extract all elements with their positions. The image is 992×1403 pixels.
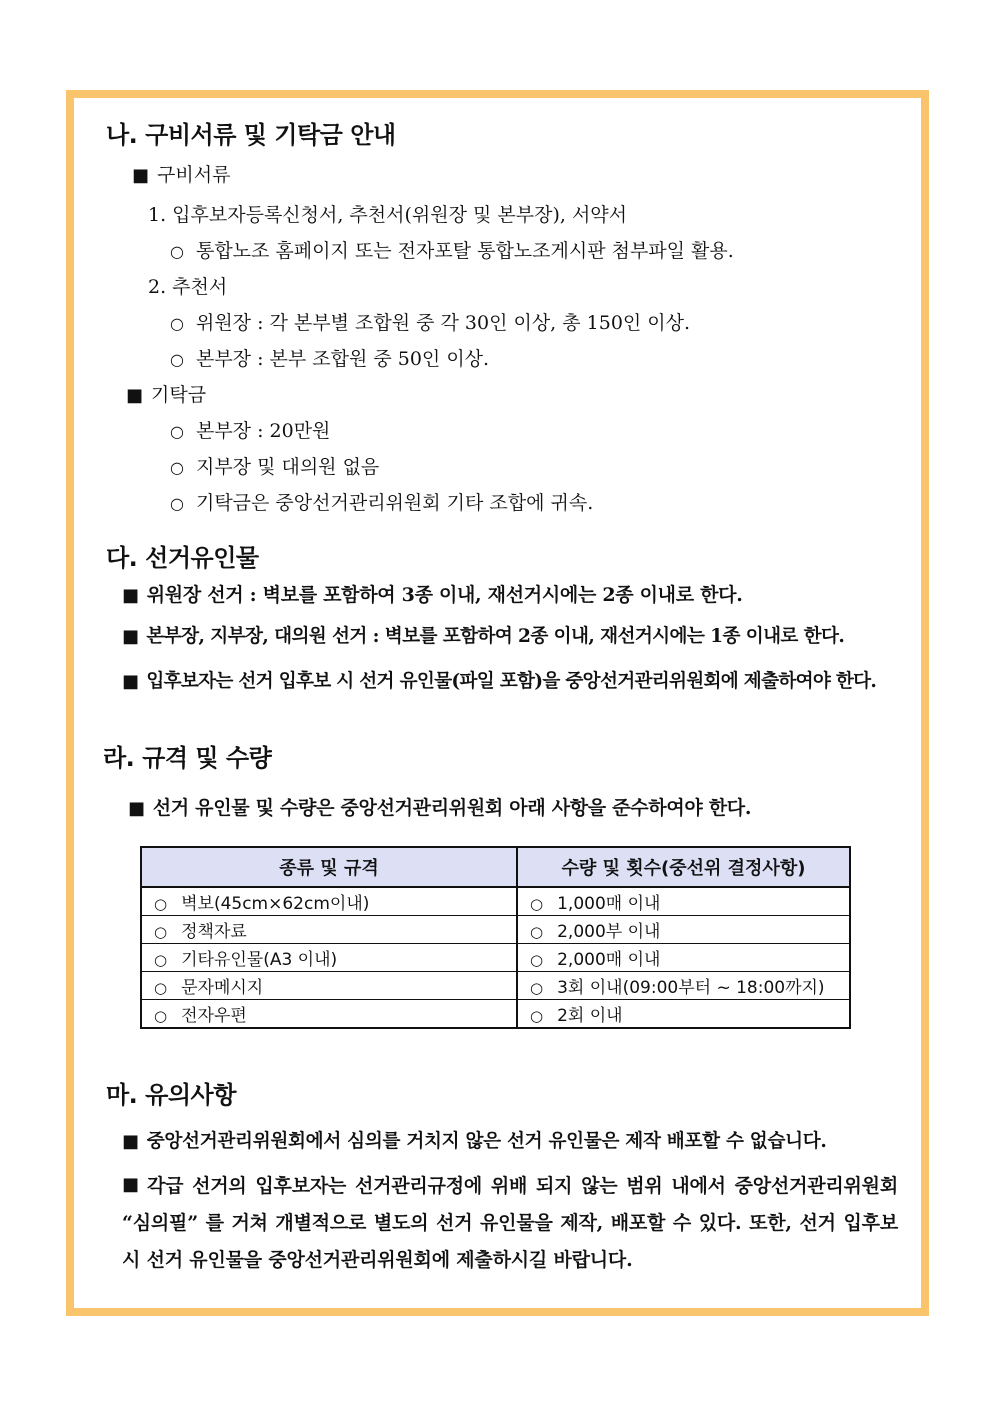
- square-bullet-icon: ■: [122, 626, 139, 647]
- circle-bullet-icon: ○: [530, 923, 544, 941]
- docs-header: [132, 160, 230, 187]
- circle-bullet-icon: ○: [530, 1007, 544, 1025]
- qty-text: 3회 이내(09:00부터 ~ 18:00까지): [557, 978, 825, 998]
- circle-bullet-icon: ○: [170, 458, 184, 477]
- table-cell-qty: [517, 887, 850, 916]
- deposit-item-2-text: 지부장 및 대의원 없음: [195, 456, 380, 478]
- da-bullet-3-text: 입후보자는 선거 입후보 시 선거 유인물(파일 포함)을 중앙선거관리위원회에 제출하여야 한다.: [146, 671, 877, 692]
- da-bullet-1: [122, 580, 743, 607]
- docs-item-1-sub: [170, 236, 734, 263]
- square-bullet-icon: ■: [122, 1174, 140, 1195]
- table-row: [141, 887, 850, 916]
- circle-bullet-icon: ○: [170, 314, 184, 333]
- table-cell-qty: [517, 1000, 850, 1029]
- square-bullet-icon: ■: [122, 585, 139, 606]
- kind-text: 전자우편: [181, 1006, 247, 1026]
- table-header-kind: 종류 및 규격: [141, 847, 517, 887]
- square-bullet-icon: ■: [126, 385, 144, 406]
- docs-item-1: 1. 입후보자등록신청서, 추천서(위원장 및 본부장), 서약서: [148, 204, 628, 226]
- docs-item-2: 2. 추천서: [148, 276, 228, 298]
- deposit-item-1: [170, 416, 330, 443]
- docs-item-1-sub-text: 통합노조 홈페이지 또는 전자포탈 통합노조게시판 첨부파일 활용.: [195, 240, 734, 262]
- deposit-header-label: 기탁금: [151, 384, 207, 406]
- docs-item-2-sub-2: [170, 344, 489, 371]
- circle-bullet-icon: ○: [530, 979, 544, 997]
- table-cell-kind: [141, 887, 517, 916]
- kind-text: 정책자료: [181, 922, 247, 942]
- table-cell-kind: [141, 972, 517, 1000]
- table-row: [141, 916, 850, 944]
- qty-text: 2,000매 이내: [557, 950, 661, 970]
- ma-bullet-1: [122, 1127, 827, 1153]
- circle-bullet-icon: ○: [154, 923, 168, 941]
- table-cell-qty: [517, 944, 850, 972]
- docs-item-2-sub-1: [170, 308, 690, 335]
- deposit-item-3-text: 기탁금은 중앙선거관리위원회 기타 조합에 귀속.: [195, 492, 594, 514]
- deposit-item-2: [170, 452, 379, 479]
- deposit-item-1-text: 본부장 : 20만원: [195, 420, 331, 442]
- table-row: [141, 1000, 850, 1029]
- table-cell-qty: [517, 916, 850, 944]
- table-row: [141, 944, 850, 972]
- square-bullet-icon: ■: [132, 165, 150, 186]
- ma-bullet-1-text: 중앙선거관리위원회에서 심의를 거치지 않은 선거 유인물은 제작 배포할 수 없습니다.: [146, 1131, 827, 1152]
- qty-text: 1,000매 이내: [557, 894, 661, 914]
- square-bullet-icon: ■: [122, 671, 139, 692]
- circle-bullet-icon: ○: [170, 242, 184, 261]
- table-cell-kind: [141, 1000, 517, 1029]
- circle-bullet-icon: ○: [154, 979, 168, 997]
- kind-text: 기타유인물(A3 이내): [181, 950, 338, 970]
- section-da-title: 다. 선거유인물: [106, 544, 259, 572]
- section-ra-title: 라. 규격 및 수량: [103, 744, 272, 772]
- section-ma-title: 마. 유의사항: [106, 1081, 236, 1109]
- deposit-header: [126, 380, 206, 407]
- spec-table: [140, 846, 851, 1029]
- circle-bullet-icon: ○: [170, 350, 184, 369]
- da-bullet-2: [122, 622, 844, 648]
- square-bullet-icon: ■: [122, 1131, 139, 1152]
- circle-bullet-icon: ○: [154, 895, 168, 913]
- circle-bullet-icon: ○: [170, 422, 184, 441]
- ma-bullet-2-text: 각급 선거의 입후보자는 선거관리규정에 위배 되지 않는 범위 내에서 중앙선거관리위원회 “심의필” 를 거쳐 개별적으로 별도의 선거 유인물을 제작, 배포할 수 있다. 또한, 선거 입후보 시 선거 유인물을 중앙선거관리위원회에 제출하시길 바랍니다.: [122, 1175, 898, 1271]
- ra-bullet-1-text: 선거 유인물 및 수량은 중앙선거관리위원회 아래 사항을 준수하여야 한다.: [152, 797, 752, 819]
- kind-text: 문자메시지: [181, 978, 264, 998]
- table-cell-kind: [141, 944, 517, 972]
- docs-item-2-sub-1-text: 위원장 : 각 본부별 조합원 중 각 30인 이상, 총 150인 이상.: [195, 312, 691, 334]
- da-bullet-2-text: 본부장, 지부장, 대의원 선거 : 벽보를 포함하여 2종 이내, 재선거시에는 1종 이내로 한다.: [146, 626, 845, 647]
- da-bullet-3: [122, 667, 876, 693]
- table-cell-qty: [517, 972, 850, 1000]
- deposit-item-3: [170, 488, 593, 515]
- circle-bullet-icon: ○: [170, 494, 184, 513]
- section-na-title: 나. 구비서류 및 기탁금 안내: [106, 121, 396, 149]
- circle-bullet-icon: ○: [530, 895, 544, 913]
- table-row: [141, 972, 850, 1000]
- table-header-qty: 수량 및 횟수(중선위 결정사항): [517, 847, 850, 887]
- table-header-row: [141, 847, 850, 887]
- kind-text: 벽보(45cm×62cm이내): [181, 894, 370, 914]
- circle-bullet-icon: ○: [154, 1007, 168, 1025]
- circle-bullet-icon: ○: [154, 951, 168, 969]
- circle-bullet-icon: ○: [530, 951, 544, 969]
- docs-item-2-sub-2-text: 본부장 : 본부 조합원 중 50인 이상.: [195, 348, 490, 370]
- docs-header-label: 구비서류: [157, 164, 231, 186]
- qty-text: 2회 이내: [557, 1006, 623, 1026]
- da-bullet-1-text: 위원장 선거 : 벽보를 포함하여 3종 이내, 재선거시에는 2종 이내로 한다.: [146, 584, 743, 606]
- ra-bullet-1: [128, 793, 751, 820]
- table-cell-kind: [141, 916, 517, 944]
- qty-text: 2,000부 이내: [557, 922, 661, 942]
- square-bullet-icon: ■: [128, 798, 145, 819]
